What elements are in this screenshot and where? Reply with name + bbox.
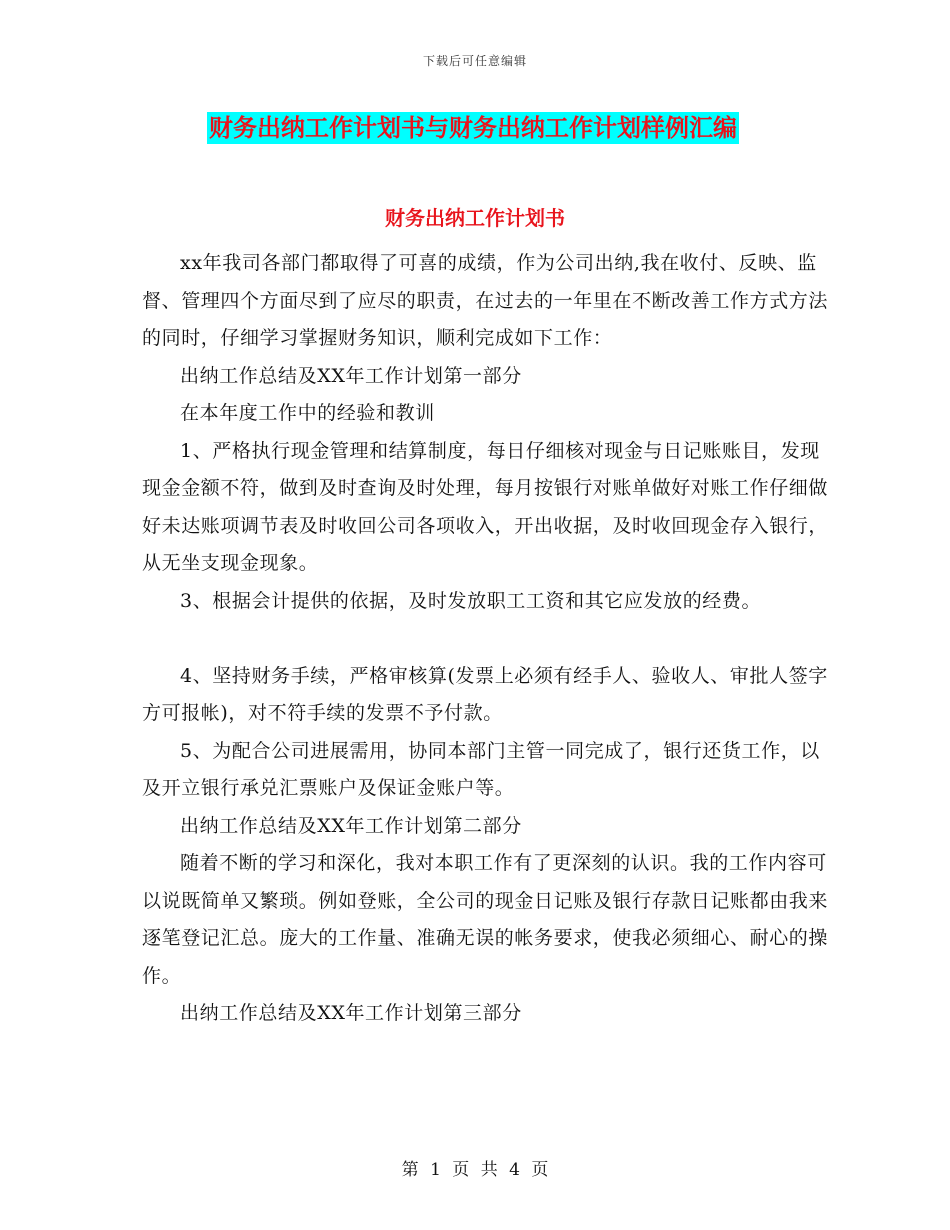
section-title: 财务出纳工作计划书	[385, 206, 565, 230]
paragraph-item-5: 5、为配合公司进展需用，协同本部门主管一同完成了，银行还货工作，以及开立银行承兑汇票账户及保证金账户等。	[142, 739, 820, 799]
body-text	[142, 245, 832, 1033]
paragraph-intro: xx年我司各部门都取得了可喜的成绩，作为公司出纳,我在收付、反映、监督、管理四个方面尽到了应尽的职责，在过去的一年里在不断改善工作方式方法的同时，仔细学习掌握财务知识，顺利完成如下工作：	[142, 252, 829, 349]
paragraph-part-one-heading: 出纳工作总结及XX年工作计划第一部分	[180, 364, 522, 387]
paragraph-item-1: 1、严格执行现金管理和结算制度，每日仔细核对现金与日记账账目，发现现金金额不符，做到及时查询及时处理，每月按银行对账单做好对账工作仔细做好未达账项调节表及时收回公司各项收入，开出收据，及时收回现金存入银行，从无坐支现金现象。	[142, 439, 829, 574]
paragraph-part-two-body: 随着不断的学习和深化，我对本职工作有了更深刻的认识。我的工作内容可以说既简单又繁琐。例如登账，全公司的现金日记账及银行存款日记账都由我来逐笔登记汇总。庞大的工作量、准确无误的帐务要求，使我必须细心、耐心的操作。	[142, 852, 829, 987]
paragraph-part-two-heading: 出纳工作总结及XX年工作计划第二部分	[180, 814, 522, 837]
paragraph-item-3: 3、根据会计提供的依据，及时发放职工工资和其它应发放的经费。	[180, 589, 762, 612]
page-number: 第 1 页 共 4 页	[401, 1160, 549, 1180]
document-title: 财务出纳工作计划书与财务出纳工作计划样例汇编	[209, 114, 737, 142]
header-note: 下载后可任意编辑	[422, 54, 527, 68]
paragraph-lessons-heading: 在本年度工作中的经验和教训	[180, 402, 435, 424]
paragraph-item-4: 4、坚持财务手续，严格审核算(发票上必须有经手人、验收人、审批人签字方可报帐)，对不符手续的发票不予付款。	[142, 664, 828, 724]
blank-line	[142, 620, 832, 658]
paragraph-part-three-heading: 出纳工作总结及XX年工作计划第三部分	[180, 1002, 522, 1024]
